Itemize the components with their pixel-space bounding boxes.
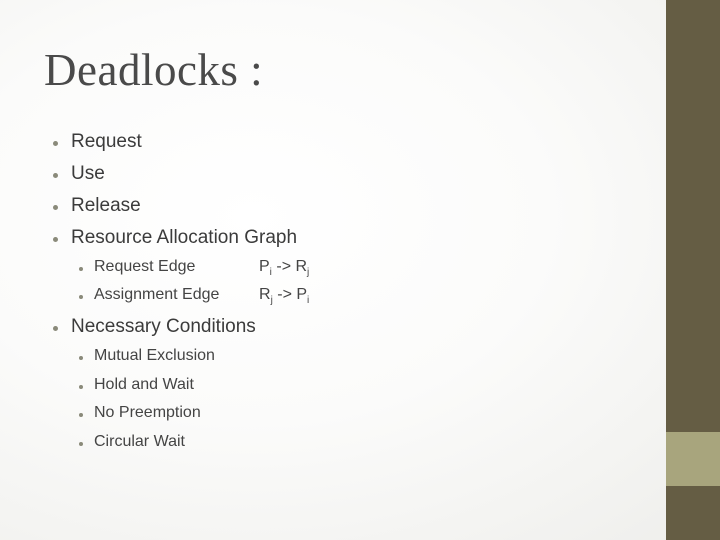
bullet-resource-allocation-graph: Resource Allocation Graph <box>71 227 298 248</box>
edge-from: R <box>259 286 271 303</box>
bullet-dot <box>53 205 58 210</box>
edge-from-sub: j <box>270 295 273 306</box>
edge-to: P <box>296 286 308 303</box>
edge-arrow: -> <box>277 286 292 303</box>
sub-bullet-dot <box>79 356 83 360</box>
sub-bullet-dot <box>79 267 83 271</box>
edge-to-sub: j <box>307 267 310 278</box>
edge-from: P <box>259 258 270 275</box>
edge-to-sub: i <box>307 295 310 306</box>
sub-bullet-dot <box>79 295 83 299</box>
side-accent-block <box>666 432 720 486</box>
bullet-necessary-conditions: Necessary Conditions <box>71 316 256 337</box>
condition-hold-and-wait: Hold and Wait <box>94 376 194 393</box>
bullet-dot <box>53 237 58 242</box>
edge-to: R <box>295 258 308 275</box>
sub-bullet-dot <box>79 385 83 389</box>
edge-from-sub: i <box>269 267 272 278</box>
sub-bullet-dot <box>79 442 83 446</box>
edge-relation-assignment <box>259 286 309 304</box>
bullet-release: Release <box>71 195 141 216</box>
edge-arrow: -> <box>276 258 292 275</box>
bullet-dot <box>53 141 58 146</box>
slide-title: Deadlocks : <box>44 45 264 95</box>
bullet-use: Use <box>71 163 105 184</box>
bullet-dot <box>53 173 58 178</box>
sub-bullet-dot <box>79 413 83 417</box>
condition-circular-wait: Circular Wait <box>94 433 185 450</box>
edge-label-assignment: Assignment Edge <box>94 286 220 303</box>
bullet-request: Request <box>71 131 142 152</box>
condition-no-preemption: No Preemption <box>94 404 201 421</box>
condition-mutual-exclusion: Mutual Exclusion <box>94 347 215 364</box>
bullet-dot <box>53 326 58 331</box>
edge-relation-request <box>259 258 309 276</box>
edge-label-request: Request Edge <box>94 258 196 275</box>
